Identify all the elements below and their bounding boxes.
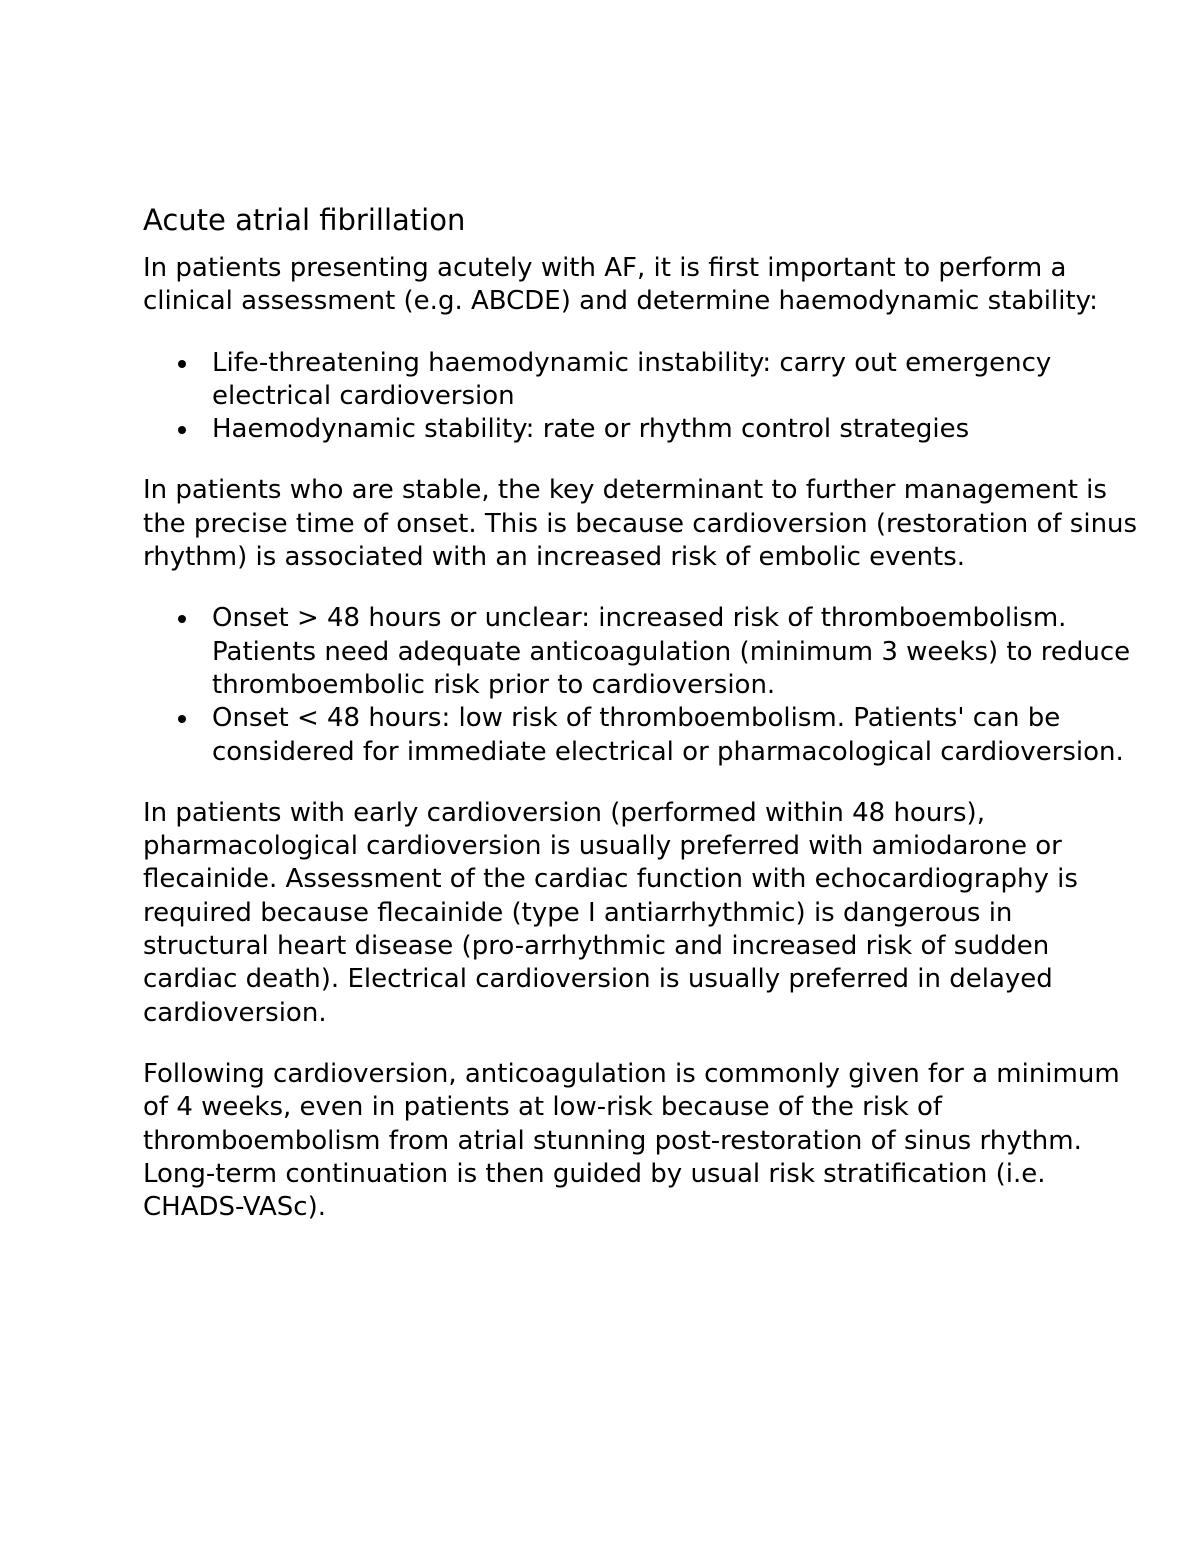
stability-list [143,347,1143,447]
early-cardioversion-paragraph: In patients with early cardioversion (performed within 48 hours), pharmacological cardioversion is usually preferred with amiodarone or flecainide. Assessment of the cardiac function with echocardiography is required because flecainide (type I antiarrhythmic) is dangerous in structural heart disease (pro-arrhythmic and increased risk of sudden cardiac death). Electrical cardioversion is usually preferred in delayed cardioversion. [143,797,1078,1028]
intro-paragraph: In patients presenting acutely with AF, it is first important to perform a clinical assessment (e.g. ABCDE) and determine haemodynamic stability: [143,253,1098,317]
stable-paragraph: In patients who are stable, the key determinant to further management is the precise time of onset. This is because cardioversion (restoration of sinus rhythm) is associated with an increased risk of embolic events. [143,475,1138,573]
list-item: Onset > 48 hours or unclear: increased risk of thromboembolism. Patients need adequate anticoagulation (minimum 3 weeks) to reduce thromboembolic risk prior to cardioversion. [212,602,1143,702]
following-paragraph: Following cardioversion, anticoagulation is commonly given for a minimum of 4 weeks, even in patients at low-risk because of the risk of thromboembolism from atrial stunning post-restoration of sinus rhythm. Long-term continuation is then guided by usual risk stratification (i.e. CHADS-VASc). [143,1058,1120,1223]
onset-list [143,602,1143,768]
document-title: Acute atrial fibrillation [143,203,466,237]
list-item: Haemodynamic stability: rate or rhythm control strategies [212,413,1143,446]
list-item: Life-threatening haemodynamic instability: carry out emergency electrical cardioversion [212,347,1143,414]
list-item: Onset < 48 hours: low risk of thromboembolism. Patients' can be considered for immediate electrical or pharmacological cardioversion. [212,702,1143,769]
document-page [143,198,1143,1252]
